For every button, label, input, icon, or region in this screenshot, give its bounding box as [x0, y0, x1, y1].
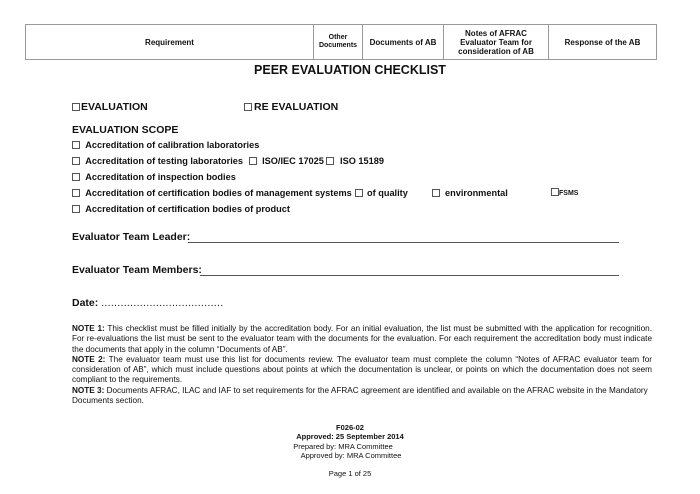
team-leader-input[interactable]	[188, 231, 619, 243]
fsms-checkbox[interactable]	[551, 188, 559, 196]
scope-item-label: Accreditation of certification bodies of management systems	[85, 188, 352, 198]
scope-item-label: Accreditation of inspection bodies	[85, 172, 236, 182]
scope-item-management-systems[interactable]	[72, 188, 352, 198]
scope-item-calibration-labs[interactable]	[72, 140, 259, 150]
team-leader-label: Evaluator Team Leader:	[72, 231, 191, 243]
environmental-label: environmental	[445, 188, 508, 198]
scope-item-inspection-bodies[interactable]	[72, 172, 236, 182]
option-fsms[interactable]	[551, 188, 578, 197]
evaluation-checkbox[interactable]	[72, 103, 80, 111]
column-header-other-documents: Other Documents	[314, 25, 363, 60]
date-field	[72, 297, 223, 309]
approved-date: Approved: 25 September 2014	[296, 432, 404, 441]
date-label: Date:	[72, 297, 99, 309]
team-members-field	[72, 264, 202, 276]
iso-17025-label: ISO/IEC 17025	[262, 156, 324, 166]
note-1	[72, 324, 652, 355]
note-label: NOTE 2:	[72, 354, 106, 364]
note-label: NOTE 3:	[72, 385, 105, 395]
note-text: The evaluator team must use this list for documents review. The evaluator team must complete the column “Notes of AFRAC evaluator team for consideration of AB”, which must include questions about points at which the documentation is unclear, or points on which the documentation does not seem compliant to the requirements.	[72, 354, 652, 385]
fsms-label: FSMS	[559, 190, 579, 197]
page-number: Page 1 of 25	[328, 469, 372, 478]
column-header-response-of-ab: Response of the AB	[549, 25, 657, 60]
column-header-afrac-notes: Notes of AFRAC Evaluator Team for consideration of AB	[444, 25, 549, 60]
quality-label: of quality	[367, 188, 408, 198]
option-quality[interactable]	[355, 188, 408, 198]
column-header-requirement: Requirement	[26, 25, 314, 60]
re-evaluation-option[interactable]	[244, 101, 338, 113]
note-text: This checklist must be filled initially by the accreditation body. For an initial evaluation, the list must be submitted with the application for recognition. For re-evaluations the list must be sent to the evaluator team with the documents for the evaluation. For each requirement the accreditation body must indicate the documents that apply in the column “Documents of AB”.	[72, 324, 652, 354]
scope-item-label: Accreditation of calibration laboratories	[85, 140, 260, 150]
note-2	[72, 355, 652, 386]
team-members-label: Evaluator Team Members:	[72, 264, 202, 276]
column-header-documents-of-ab: Documents of AB	[363, 25, 444, 60]
product-certification-checkbox[interactable]	[72, 205, 80, 213]
scope-item-label: Accreditation of certification bodies of product	[85, 204, 290, 214]
scope-item-testing-labs[interactable]	[72, 156, 384, 166]
date-input[interactable]: ......................................	[101, 297, 224, 309]
management-systems-checkbox[interactable]	[72, 189, 80, 197]
scope-item-label: Accreditation of testing laboratories	[85, 156, 243, 166]
scope-item-product-certification[interactable]	[72, 204, 290, 214]
checklist-header-table	[25, 24, 657, 60]
note-text: Documents AFRAC, ILAC and IAF to set requirements for the AFRAC agreement are identified and available on the AFRAC website in the Mandatory Documents section.	[72, 385, 648, 406]
note-3	[72, 386, 652, 407]
form-code: F026-02	[336, 423, 364, 432]
iso-15189-label: ISO 15189	[340, 156, 384, 166]
approved-by: Approved by: MRA Committee	[300, 451, 402, 460]
iso-15189-checkbox[interactable]	[326, 157, 334, 165]
inspection-bodies-checkbox[interactable]	[72, 173, 80, 181]
calibration-labs-checkbox[interactable]	[72, 141, 80, 149]
evaluation-label: EVALUATION	[81, 101, 148, 113]
evaluation-scope-heading: EVALUATION SCOPE	[72, 124, 179, 136]
team-members-input[interactable]	[200, 264, 619, 276]
option-environmental[interactable]	[432, 188, 508, 198]
page-title: PEER EVALUATION CHECKLIST	[254, 63, 446, 77]
notes-section	[72, 324, 652, 406]
re-evaluation-checkbox[interactable]	[244, 103, 252, 111]
team-leader-field	[72, 231, 190, 243]
evaluation-option[interactable]	[72, 101, 148, 113]
re-evaluation-label: RE EVALUATION	[254, 101, 339, 113]
iso-17025-checkbox[interactable]	[249, 157, 257, 165]
environmental-checkbox[interactable]	[432, 189, 440, 197]
quality-checkbox[interactable]	[355, 189, 363, 197]
prepared-by: Prepared by: MRA Committee	[293, 442, 393, 451]
note-label: NOTE 1:	[72, 324, 105, 333]
testing-labs-checkbox[interactable]	[72, 157, 80, 165]
